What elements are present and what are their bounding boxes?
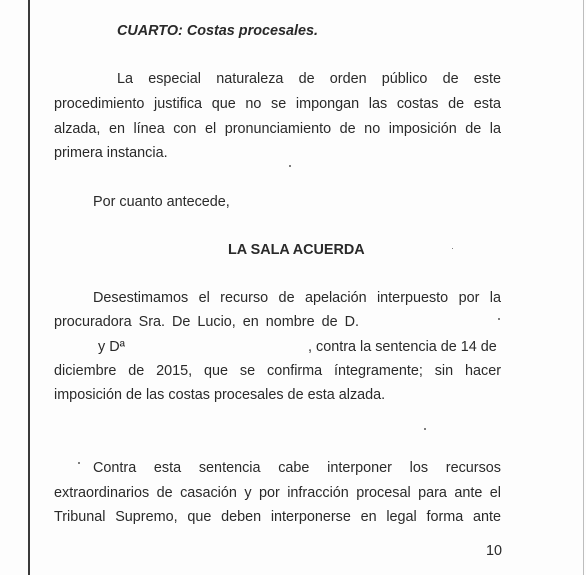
paragraph1-line4: primera instancia. bbox=[54, 145, 168, 161]
left-margin-rule bbox=[28, 0, 30, 575]
paragraph3-line2: extraordinarios de casación y por infracción procesal para ante el bbox=[54, 485, 501, 501]
paragraph3-line1: Contra esta sentencia cabe interponer los recursos bbox=[93, 460, 501, 476]
scan-speck bbox=[78, 462, 80, 464]
por-cuanto-line: Por cuanto antecede, bbox=[93, 194, 230, 210]
scan-speck bbox=[424, 428, 426, 430]
page-number: 10 bbox=[486, 543, 503, 559]
section-heading: CUARTO: Costas procesales. bbox=[117, 23, 319, 39]
sala-acuerda-heading: LA SALA ACUERDA bbox=[228, 242, 365, 258]
scan-speck bbox=[452, 248, 453, 249]
scan-speck bbox=[289, 165, 291, 167]
paragraph2-line4: diciembre de 2015, que se confirma íntegramente; sin hacer bbox=[54, 363, 501, 379]
paragraph2-line3-end: , contra la sentencia de 14 de bbox=[308, 339, 497, 355]
paragraph2-line2: procuradora Sra. De Lucio, en nombre de D. bbox=[54, 314, 359, 330]
paragraph1-line3: alzada, en línea con el pronunciamiento de no imposición de la bbox=[54, 121, 501, 137]
paragraph2-line1: Desestimamos el recurso de apelación interpuesto por la bbox=[93, 290, 501, 306]
paragraph3-line3: Tribunal Supremo, que deben interponerse en legal forma ante bbox=[54, 509, 501, 525]
right-margin-rule bbox=[583, 0, 584, 575]
paragraph2-line3-start: y Dª bbox=[98, 339, 125, 355]
paragraph1-line2: procedimiento justifica que no se impongan las costas de esta bbox=[54, 96, 501, 112]
scan-speck bbox=[498, 318, 500, 320]
paragraph2-line5: imposición de las costas procesales de esta alzada. bbox=[54, 387, 386, 403]
paragraph1-line1: La especial naturaleza de orden público de este bbox=[117, 71, 501, 87]
